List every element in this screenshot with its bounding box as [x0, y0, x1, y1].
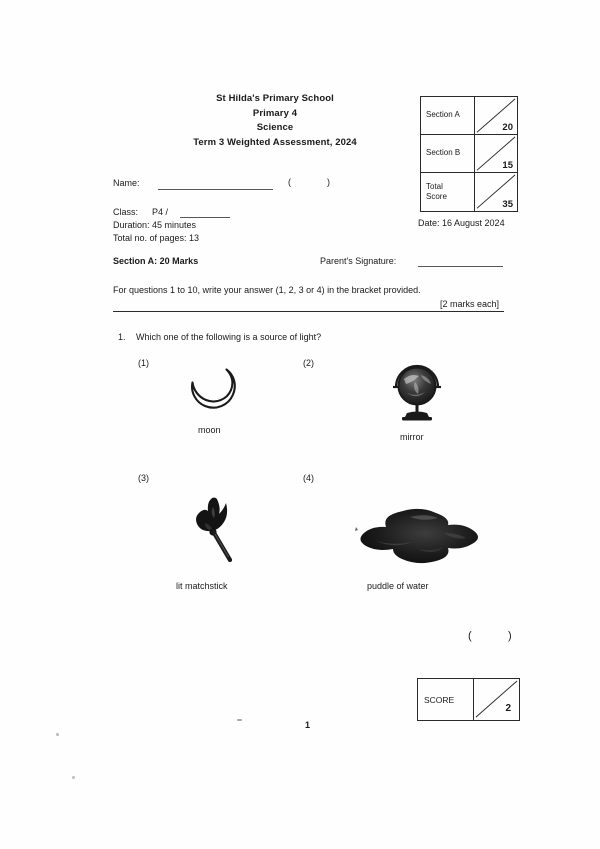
score-summary-table: [420, 96, 518, 212]
school-name: St Hilda's Primary School: [216, 93, 334, 104]
duration-text: Duration: 45 minutes: [113, 220, 197, 230]
score-row-total: [421, 173, 517, 211]
total-pages-text: Total no. of pages: 13: [113, 233, 200, 243]
scan-artifact: [72, 776, 75, 779]
name-index-bracket-open: (: [288, 177, 291, 187]
score-row-label: [421, 97, 475, 134]
question-score-box: [417, 678, 520, 721]
question-text: Which one of the following is a source of light?: [136, 332, 322, 342]
crescent-moon-icon: [182, 362, 244, 416]
option-2-caption: mirror: [400, 432, 424, 442]
score-row-section-b: [421, 135, 517, 173]
score-value: 15: [502, 159, 513, 171]
score-label-text: Total: [426, 181, 443, 191]
name-index-bracket-close: ): [327, 177, 330, 187]
option-4-caption: puddle of water: [367, 581, 429, 591]
class-input-line[interactable]: [180, 217, 230, 218]
page-number: 1: [305, 720, 311, 730]
score-row-value-cell[interactable]: [475, 97, 517, 134]
round-mirror-icon: [388, 361, 446, 423]
scan-artifact: [237, 719, 242, 721]
option-2-label: (2): [303, 358, 314, 368]
question-score-value-cell[interactable]: [474, 679, 519, 720]
name-label: Name:: [113, 178, 140, 188]
score-row-value-cell[interactable]: [475, 173, 517, 211]
scan-artifact: [56, 733, 59, 736]
section-a-heading: Section A: 20 Marks: [113, 256, 199, 266]
assessment-name: Term 3 Weighted Assessment, 2024: [193, 136, 357, 148]
name-input-line[interactable]: [158, 189, 273, 190]
option-3-caption: lit matchstick: [176, 581, 228, 591]
question-score-label: SCORE: [418, 679, 474, 720]
class-label: Class:: [113, 207, 139, 217]
date-text: Date: 16 August 2024: [418, 218, 505, 228]
parent-signature-line[interactable]: [418, 266, 503, 267]
instructions-text: For questions 1 to 10, write your answer (1, 2, 3 or 4) in the bracket provided.: [113, 285, 421, 295]
level-name: Primary 4: [252, 107, 298, 119]
option-4-label: (4): [303, 473, 314, 483]
water-puddle-icon: [348, 505, 484, 569]
option-3-label: (3): [138, 473, 149, 483]
class-value: P4 /: [152, 207, 169, 217]
question-number: 1.: [118, 332, 126, 342]
diagonal-slash-icon: [474, 679, 519, 719]
subject-name: Science: [256, 122, 294, 133]
score-row-value-cell[interactable]: [475, 135, 517, 172]
score-row-section-a: [421, 97, 517, 135]
marks-note: [2 marks each]: [440, 299, 500, 309]
score-value: 20: [502, 121, 513, 133]
score-label-text2: Score: [426, 191, 447, 201]
paper-header: [150, 92, 400, 150]
score-value: 35: [502, 198, 513, 210]
option-1-caption: moon: [198, 425, 221, 435]
question-score-value: 2: [505, 703, 511, 714]
answer-bracket-open: (: [468, 630, 472, 642]
instructions-divider: [113, 311, 504, 312]
score-row-label: [421, 173, 475, 211]
score-label-text: Section B: [426, 148, 461, 158]
lit-matchstick-icon: [193, 497, 241, 565]
score-row-label: [421, 135, 475, 172]
score-label-text: Section A: [426, 110, 460, 120]
parent-signature-label: Parent's Signature:: [320, 256, 397, 266]
option-1-label: (1): [138, 358, 149, 368]
answer-bracket-close: ): [508, 630, 512, 642]
